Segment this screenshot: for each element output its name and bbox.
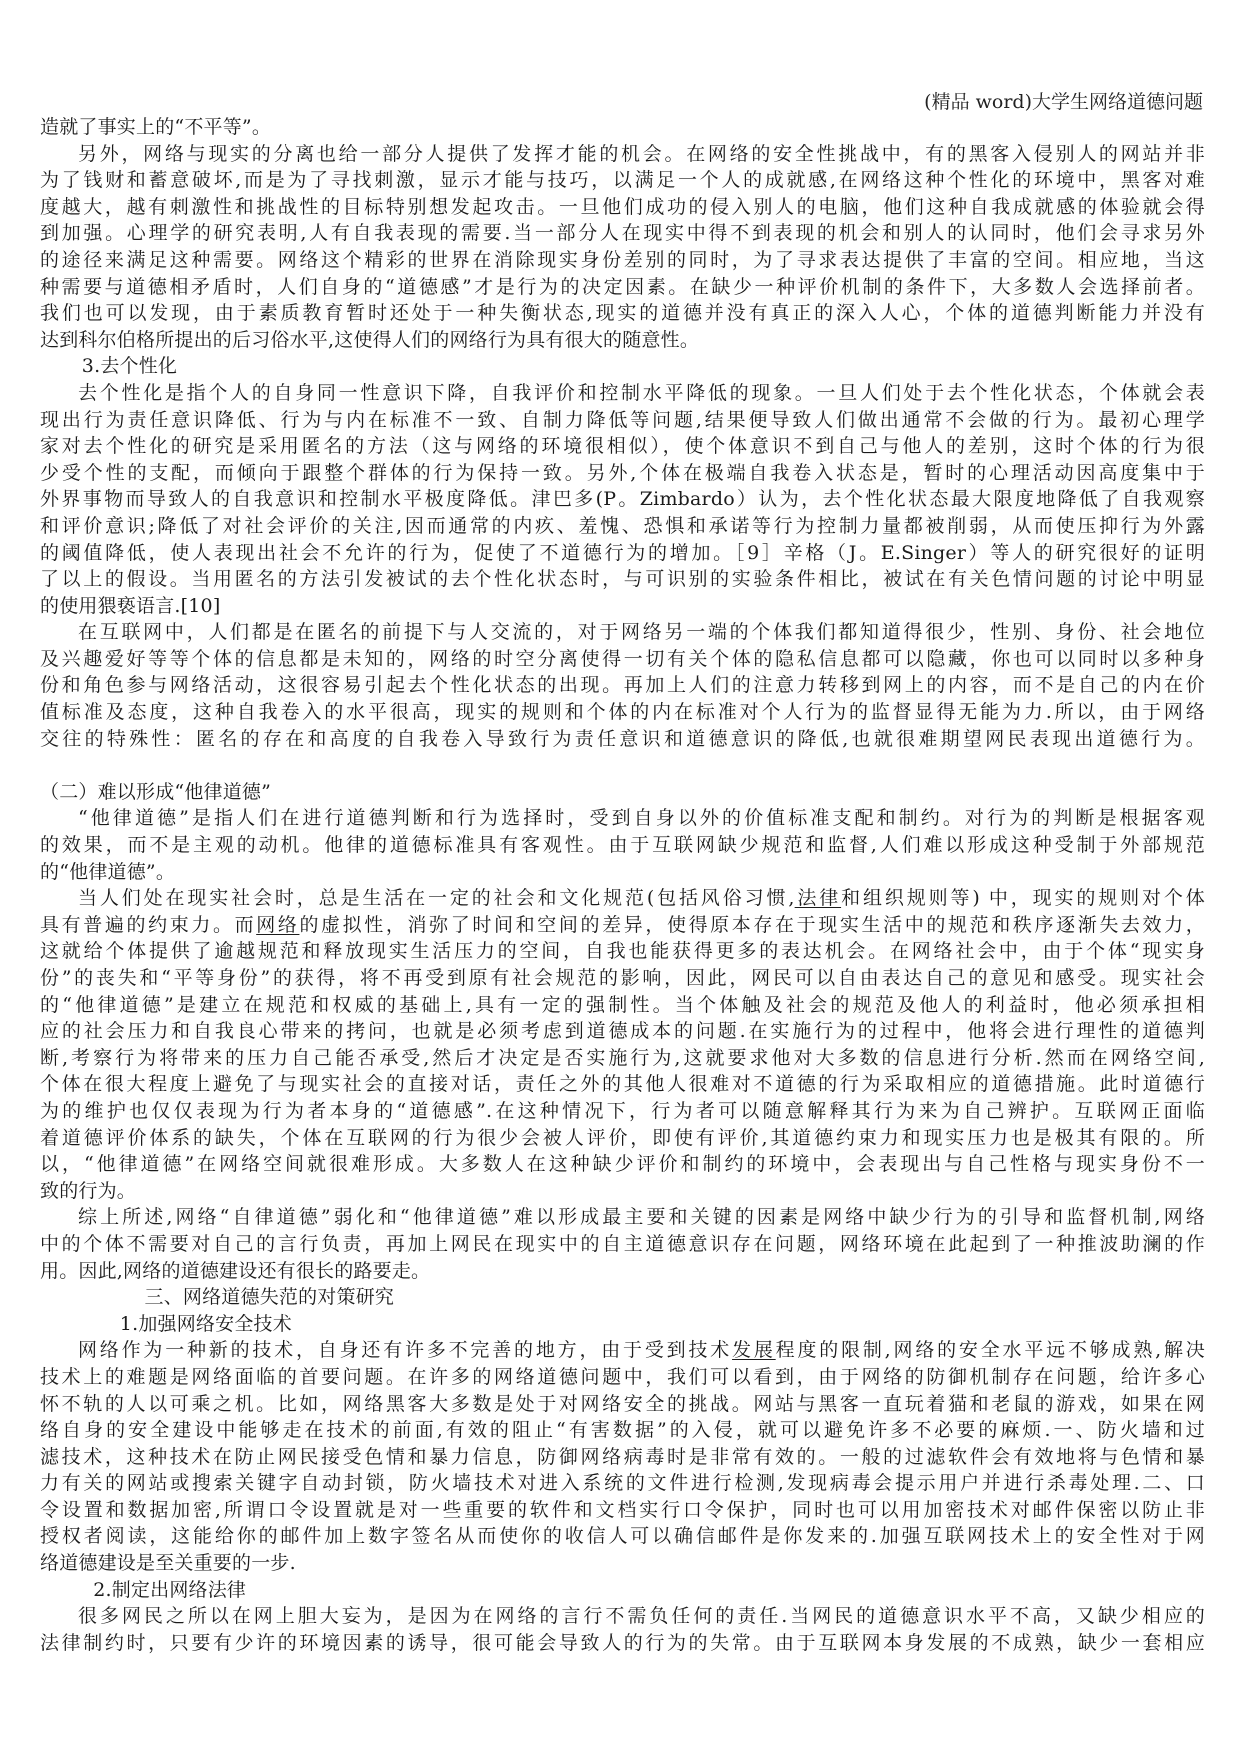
underlined-text: 发展 xyxy=(732,1339,776,1362)
text-line xyxy=(40,726,1205,753)
underlined-text: 网络 xyxy=(256,913,300,936)
text-run: 着道德评价体系的缺失，个体在互联网的行为很少会被人评价，即使有评价,其道德约束力和现实压力也是极其有限的。所 xyxy=(40,1126,1205,1149)
text-line xyxy=(40,460,1205,487)
text-run: “他律道德”是指人们在进行道德判断和行为选择时，受到自身以外的价值标准支配和制约。对行为的判断是根据客观 xyxy=(78,807,1205,830)
text-run: 交往的特殊性：匿名的存在和高度的自我卷入导致行为责任意识和道德意识的降低,也就很难期望网民表现出道德行为。 xyxy=(40,727,1205,750)
text-line xyxy=(40,220,1205,247)
text-line xyxy=(40,805,1205,832)
text-line xyxy=(40,859,1205,886)
text-line xyxy=(40,1151,1205,1178)
text-run: 的效果，而不是主观的动机。他律的道德标准具有客观性。由于互联网缺少规范和监督,人们难以形成这种受制于外部规范 xyxy=(40,834,1205,857)
text-line xyxy=(40,646,1205,673)
text-line xyxy=(40,1391,1205,1418)
text-run: 家对去个性化的研究是采用匿名的方法（这与网络的环境很相似），使个体意识不到自己与他人的差别，这时个体的行为很 xyxy=(40,435,1205,458)
text-run: 滤技术，这种技术在防止网民接受色情和暴力信息，防御网络病毒时是非常有效的。一般的过滤软件会有效地将与色情和暴 xyxy=(40,1445,1205,1468)
text-line xyxy=(40,1311,1205,1338)
text-line xyxy=(40,1071,1205,1098)
text-line xyxy=(40,1603,1205,1630)
text-line xyxy=(40,992,1205,1019)
text-run: 到加强。心理学的研究表明,人有自我表现的需要.当一部分人在现实中得不到表现的机会和别人的认同时，他们会寻求另外 xyxy=(40,222,1205,245)
text-line xyxy=(40,672,1205,699)
text-run: 为了钱财和蓄意破坏,而是为了寻找刺激，显示才能与技巧，以满足一个人的成就感,在网络这种个性化的环境中，黑客对难 xyxy=(40,169,1205,192)
text-run: 怀不轨的人以可乘之机。比如，网络黑客大多数是处于对网络安全的挑战。网站与黑客一直玩着猫和老鼠的游戏，如果在网 xyxy=(40,1392,1205,1415)
text-run: 这就给个体提供了逾越规范和释放现实生活压力的空间，自我也能获得更多的表达机会。在网络社会中，由于个体“现实身 xyxy=(40,940,1205,963)
text-line xyxy=(40,300,1205,327)
text-run: 的阈值降低，使人表现出社会不允许的行为，促使了不道德行为的增加。［9］辛格（J。E.Singer）等人的研究很好的证明 xyxy=(40,541,1205,564)
text-run: 络自身的安全建设中能够走在技术的前面,有效的阻止“有害数据”的入侵，就可以避免许多不必要的麻烦.一、防火墙和过 xyxy=(40,1419,1205,1442)
text-line xyxy=(40,513,1205,540)
text-line xyxy=(40,274,1205,301)
text-run: 了以上的假设。当用匿名的方法引发被试的去个性化状态时，与可识别的实验条件相比，被试在有关色情问题的讨论中明显 xyxy=(40,568,1205,591)
text-line xyxy=(40,433,1205,460)
text-run: 法律制约时，只要有少许的环境因素的诱导，很可能会导致人的行为的失常。由于互联网本身发展的不成熟，缺少一套相应 xyxy=(40,1631,1205,1654)
text-run: 致的行为。 xyxy=(40,1179,137,1202)
text-line xyxy=(40,141,1205,168)
text-line xyxy=(40,327,1205,354)
text-run: 力有关的网站或搜索关键字自动封锁，防火墙技术对进入系统的文件进行检测,发现病毒会提示用户并进行杀毒处理.二、口 xyxy=(40,1472,1205,1495)
text-run: 综上所述,网络“自律道德”弱化和“他律道德”难以形成最主要和关键的因素是网络中缺少行为的引导和监督机制,网络 xyxy=(78,1206,1205,1229)
text-run: 的虚拟性，消弥了时间和空间的差异，使得原本存在于现实生活中的规范和秩序逐渐失去效力， xyxy=(299,913,1205,936)
text-line xyxy=(40,407,1205,434)
text-run: 的途径来满足这种需要。网络这个精彩的世界在消除现实身份差别的同时，为了寻求表达提供了丰富的空间。相应地，当这 xyxy=(40,248,1205,271)
text-line xyxy=(40,1470,1205,1497)
text-run: 值标准及态度，这种自我卷入的水平很高，现实的规则和个体的内在标准对个人行为的监督显得无能为力.所以，由于网络 xyxy=(40,701,1205,724)
text-run: 我们也可以发现，由于素质教育暂时还处于一种失衡状态,现实的道德并没有真正的深入人心，个体的道德判断能力并没有 xyxy=(40,302,1205,325)
text-run: 2.制定出网络法律 xyxy=(93,1578,247,1601)
text-run: 度越大，越有刺激性和挑战性的目标特别想发起攻击。一旦他们成功的侵入别人的电脑，他们这种自我成就感的体验就会得 xyxy=(40,195,1205,218)
text-line xyxy=(40,1018,1205,1045)
text-line xyxy=(40,1231,1205,1258)
text-line xyxy=(40,965,1205,992)
text-line xyxy=(40,1550,1205,1577)
text-line xyxy=(40,194,1205,221)
text-run: 具有普遍的约束力。而 xyxy=(40,913,257,936)
text-line xyxy=(40,1444,1205,1471)
text-run: 种需要与道德相矛盾时，人们自身的“道德感”才是行为的决定因素。在缺少一种评价机制的条件下，大多数人会选择前者。 xyxy=(40,275,1205,298)
text-line xyxy=(40,593,1205,620)
text-run: 的使用猥亵语言.[10] xyxy=(40,594,221,617)
text-line xyxy=(40,1258,1205,1285)
text-run: 络道德建设是至关重要的一步. xyxy=(40,1552,296,1575)
document-header xyxy=(40,90,1203,114)
text-run: 在互联网中，人们都是在匿名的前提下与人交流的，对于网络另一端的个体我们都知道得很少，性别、身份、社会地位 xyxy=(78,621,1205,644)
text-run: 中的个体不需要对自己的言行负责，再加上网民在现实中的自主道德意识存在问题，网络环境在此起到了一种推波助澜的作 xyxy=(40,1232,1205,1255)
text-line xyxy=(40,1417,1205,1444)
text-line xyxy=(40,566,1205,593)
text-run: 少受个性的支配，而倾向于跟整个群体的行为保持一致。另外,个体在极端自我卷入状态是，暂时的心理活动因高度集中于 xyxy=(40,461,1205,484)
text-line xyxy=(40,1577,1205,1604)
text-run: 三、网络道德失范的对策研究 xyxy=(144,1286,395,1309)
text-line xyxy=(40,938,1205,965)
text-run: 和评价意识;降低了对社会评价的关注,因而通常的内疚、羞愧、恐惧和承诺等行为控制力量都被削弱，从而使压抑行为外露 xyxy=(40,514,1205,537)
text-run: 现出行为责任意识降低、行为与内在标准不一致、自制力降低等问题,结果便导致人们做出通常不会做的行为。最初心理学 xyxy=(40,408,1205,431)
text-line xyxy=(40,832,1205,859)
text-run: 以，“他律道德”在网络空间就很难形成。大多数人在这种缺少评价和制约的环境中，会表现出与自己性格与现实身份不一 xyxy=(40,1153,1205,1176)
text-run: 授权者阅读，这能给你的邮件加上数字签名从而使你的收信人可以确信邮件是你发来的.加强互联网技术上的安全性对于网 xyxy=(40,1525,1205,1548)
text-run: 很多网民之所以在网上胆大妄为，是因为在网络的言行不需负任何的责任.当网民的道德意识水平不高，又缺少相应的 xyxy=(78,1605,1205,1628)
text-line xyxy=(40,167,1205,194)
text-run: 的“他律道德”是建立在规范和权威的基础上,具有一定的强制性。当个体触及社会的规范及他人的利益时，他必须承担相 xyxy=(40,993,1205,1016)
text-line xyxy=(40,1337,1205,1364)
text-line xyxy=(40,247,1205,274)
text-line xyxy=(40,1098,1205,1125)
text-line xyxy=(40,353,1205,380)
text-run: 及兴趣爱好等等个体的信息都是未知的，网络的时空分离使得一切有关个体的隐私信息都可以隐藏，你也可以同时以多种身 xyxy=(40,647,1205,670)
text-run: 3.去个性化 xyxy=(81,355,178,378)
text-line xyxy=(40,1204,1205,1231)
text-run: 程度的限制,网络的安全水平远不够成熟,解决 xyxy=(775,1339,1205,1362)
text-line xyxy=(40,1364,1205,1391)
text-run: 为的维护也仅仅表现为行为者本身的“道德感”.在这种情况下，行为者可以随意解释其行为来为自己辨护。互联网正面临 xyxy=(40,1099,1205,1122)
text-run: 去个性化是指个人的自身同一性意识下降，自我评价和控制水平降低的现象。一旦人们处于去个性化状态，个体就会表 xyxy=(78,381,1205,404)
text-run: 令设置和数据加密,所谓口令设置就是对一些重要的软件和文档实行口令保护，同时也可以用加密技术对邮件保密以防止非 xyxy=(40,1498,1205,1521)
document-body xyxy=(40,114,1205,1656)
text-line xyxy=(40,1125,1205,1152)
text-run: 用。因此,网络的道德建设还有很长的路要走。 xyxy=(40,1259,431,1282)
text-run: 断,考察行为将带来的压力自己能否承受,然后才决定是否实施行为,这就要求他对大多数的信息进行分析.然而在网络空间, xyxy=(40,1046,1205,1069)
text-line xyxy=(40,1178,1205,1205)
text-run: 达到科尔伯格所提出的后习俗水平,这使得人们的网络行为具有很大的随意性。 xyxy=(40,328,700,351)
text-line xyxy=(40,699,1205,726)
text-line xyxy=(40,114,1205,141)
text-run xyxy=(40,754,46,776)
text-run: 应的社会压力和自我良心带来的拷问，也就是必须考虑到道德成本的问题.在实施行为的过程中，他将会进行理性的道德判 xyxy=(40,1020,1205,1043)
text-line xyxy=(40,912,1205,939)
text-line xyxy=(40,1523,1205,1550)
text-run: 和组织规则等) 中，现实的规则对个体 xyxy=(841,887,1205,910)
text-run: 网络作为一种新的技术，自身还有许多不完善的地方，由于受到技术 xyxy=(78,1339,733,1362)
text-line xyxy=(40,779,1205,806)
text-line xyxy=(40,486,1205,513)
text-run: 当人们处在现实社会时，总是生活在一定的社会和文化规范(包括风俗习惯, xyxy=(78,887,795,910)
text-run: 个体在很大程度上避免了与现实社会的直接对话，责任之外的其他人很难对不道德的行为采取相应的道德措施。此时道德行 xyxy=(40,1073,1205,1096)
blank-line xyxy=(40,752,1205,779)
underlined-text: 法律 xyxy=(794,887,842,910)
document-header-title: (精品 word)大学生网络道德问题 xyxy=(924,91,1203,113)
text-line xyxy=(40,885,1205,912)
text-run: 份”的丧失和“平等身份”的获得，将不再受到原有社会规范的影响，因此，网民可以自由表达自己的意见和感受。现实社会 xyxy=(40,967,1205,989)
text-run: （二）难以形成“他律道德” xyxy=(40,780,272,803)
text-run: 造就了事实上的“不平等”。 xyxy=(40,116,272,138)
text-line xyxy=(40,540,1205,567)
text-run: 技术上的难题是网络面临的首要问题。在许多的网络道德问题中，我们可以看到，由于网络的防御机制存在问题，给许多心 xyxy=(40,1365,1205,1388)
text-run: 的“他律道德”。 xyxy=(40,860,176,883)
text-line xyxy=(40,1284,1205,1311)
text-run: 1.加强网络安全技术 xyxy=(119,1312,292,1335)
text-line xyxy=(40,380,1205,407)
text-line xyxy=(40,1045,1205,1072)
text-line xyxy=(40,619,1205,646)
text-line xyxy=(40,1630,1205,1657)
text-run: 另外，网络与现实的分离也给一部分人提供了发挥才能的机会。在网络的安全性挑战中，有的黑客入侵别人的网站并非 xyxy=(78,142,1205,165)
text-run: 外界事物而导致人的自我意识和控制水平极度降低。津巴多(P。Zimbardo）认为，去个性化状态最大限度地降低了自我观察 xyxy=(40,488,1205,511)
text-line xyxy=(40,1497,1205,1524)
text-run: 份和角色参与网络活动，这很容易引起去个性化状态的出现。再加上人们的注意力转移到网上的内容，而不是自己的内在价 xyxy=(40,674,1205,697)
